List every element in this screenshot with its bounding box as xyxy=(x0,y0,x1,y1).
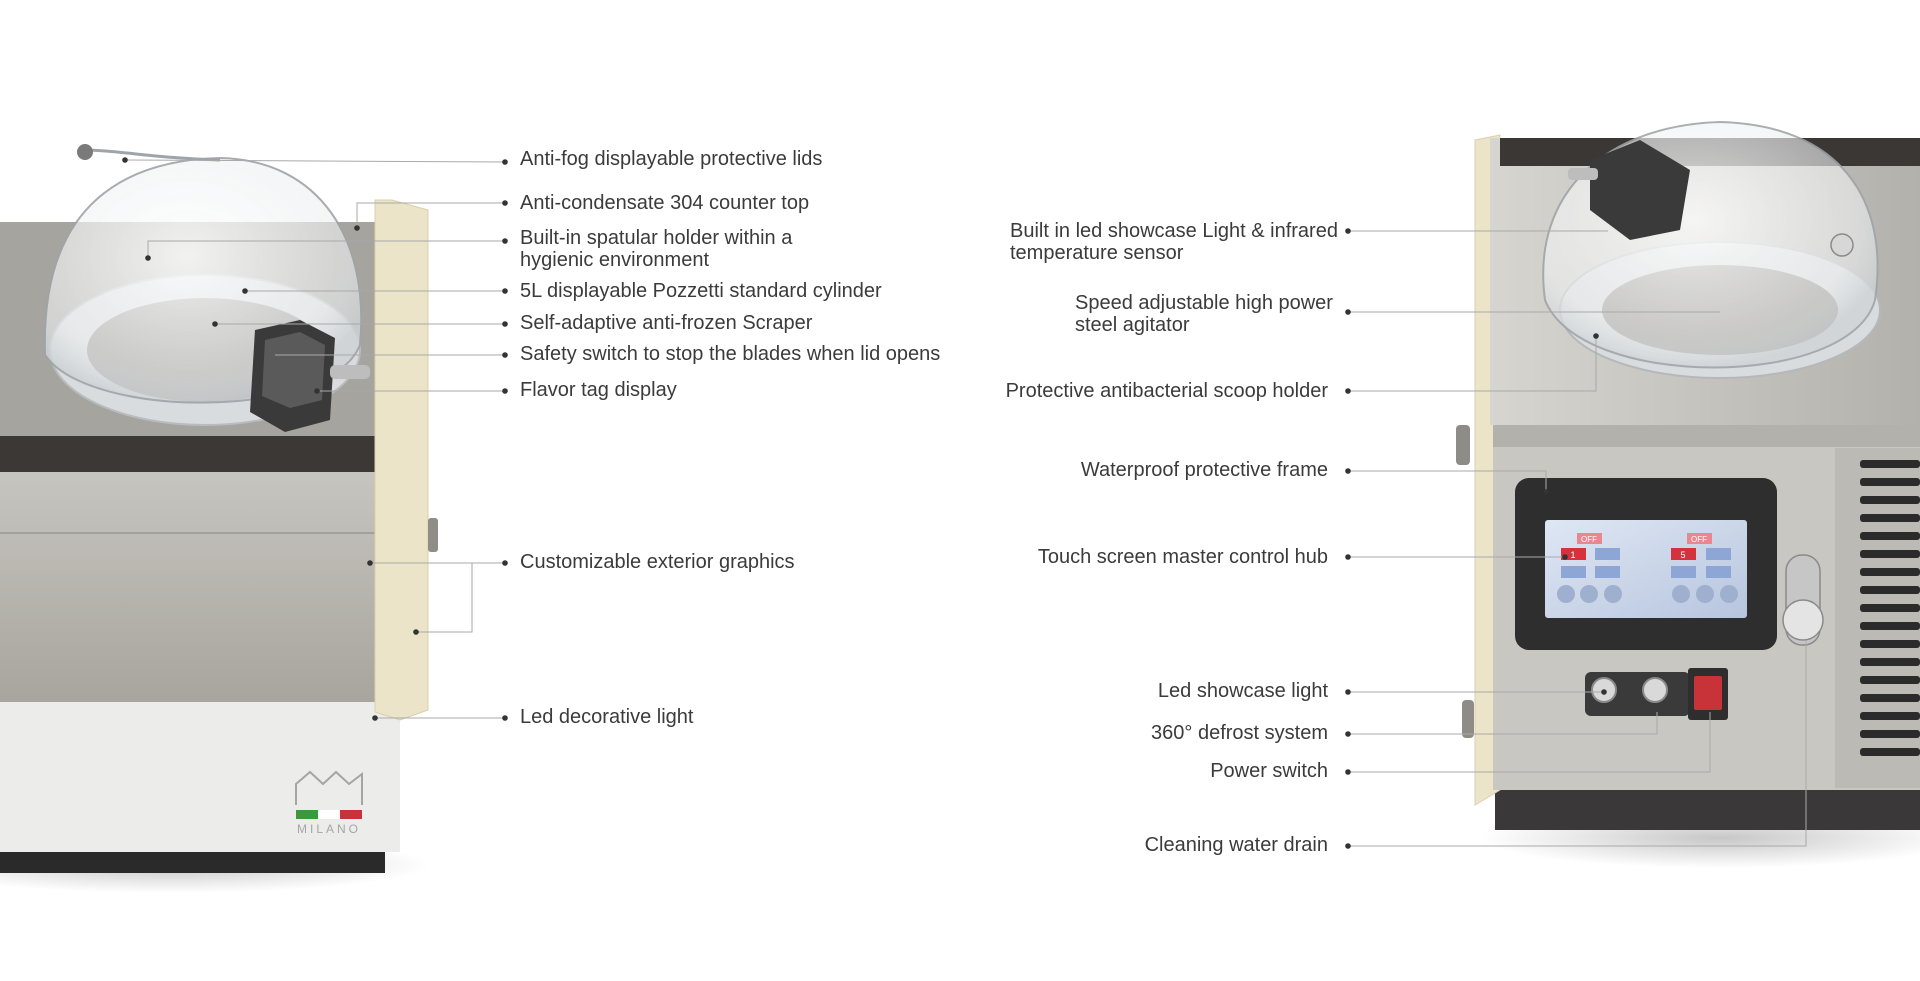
svg-text:OFF: OFF xyxy=(1581,535,1597,544)
label-agitator-line2: steel agitator xyxy=(1075,314,1190,336)
svg-text:5: 5 xyxy=(1680,550,1686,560)
label-pozzetti-cylinder: 5L displayable Pozzetti standard cylinder xyxy=(520,280,882,302)
right-base xyxy=(1495,790,1920,830)
label-exterior-graphics: Customizable exterior graphics xyxy=(520,551,795,573)
label-touch-screen: Touch screen master control hub xyxy=(1037,546,1328,568)
left-steel-body xyxy=(0,470,402,702)
label-cleaning-drain: Cleaning water drain xyxy=(1144,834,1328,856)
left-lid-knob xyxy=(77,144,93,160)
label-scoop-holder: Protective antibacterial scoop holder xyxy=(1005,380,1328,402)
svg-text:1: 1 xyxy=(1570,550,1576,560)
label-agitator: Speed adjustable high power xyxy=(1075,292,1333,314)
left-dark-band xyxy=(0,436,402,472)
power-switch[interactable] xyxy=(1694,676,1722,710)
label-led-showcase-light: Led showcase light xyxy=(1157,680,1328,702)
left-cream-frame xyxy=(375,200,428,720)
label-anti-fog-lids: Anti-fog displayable protective lids xyxy=(520,148,823,170)
left-machine xyxy=(0,144,438,893)
label-defrost-system: 360° defrost system xyxy=(1151,722,1328,744)
label-power-switch: Power switch xyxy=(1210,760,1328,782)
label-waterproof-frame: Waterproof protective frame xyxy=(1080,459,1328,481)
label-safety-switch: Safety switch to stop the blades when lid opens xyxy=(520,343,941,365)
svg-text:OFF: OFF xyxy=(1691,535,1707,544)
right-machine xyxy=(1456,122,1920,868)
label-led-showcase-sensor-line2: temperature sensor xyxy=(1010,242,1184,264)
label-led-decorative-light: Led decorative light xyxy=(520,706,694,728)
label-scraper: Self-adaptive anti-frozen Scraper xyxy=(520,312,813,334)
label-spatular-holder-line2: hygienic environment xyxy=(520,249,709,271)
label-spatular-holder: Built-in spatular holder within a xyxy=(520,227,793,249)
defrost-button[interactable] xyxy=(1643,678,1667,702)
svg-text:MILANO: MILANO xyxy=(296,822,362,836)
label-led-showcase-sensor: Built in led showcase Light & infrared xyxy=(1010,220,1338,242)
label-counter-top: Anti-condensate 304 counter top xyxy=(520,192,810,214)
label-flavor-tag: Flavor tag display xyxy=(520,379,677,401)
